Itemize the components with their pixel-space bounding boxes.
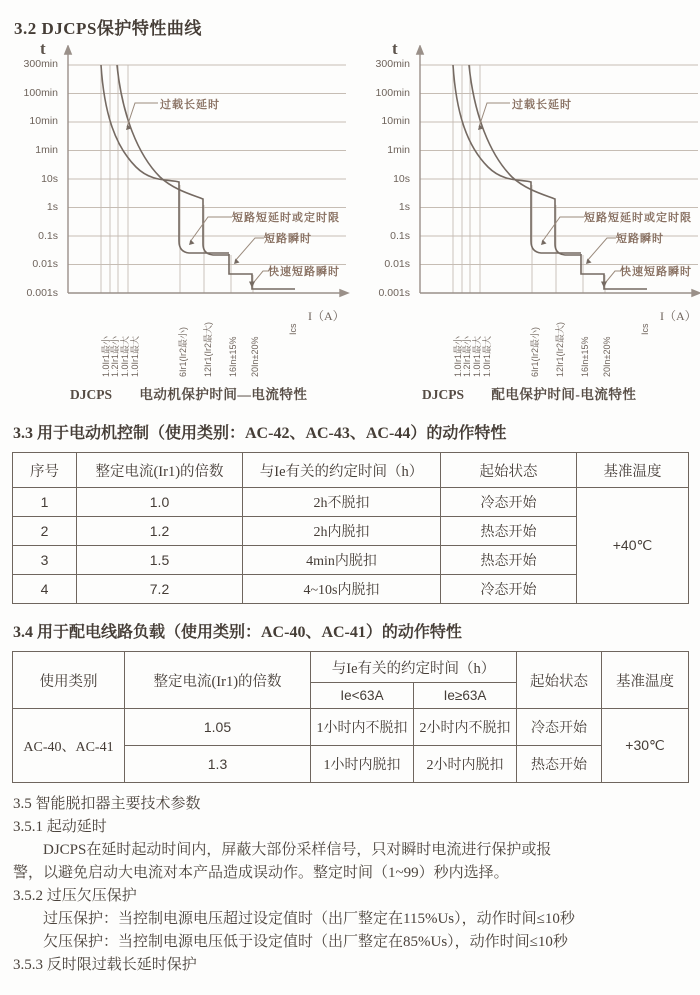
paragraph-line: 过压保护：当控制电源电压超过设定值时（出厂整定在115%Us），动作时间≤10秒 [43, 911, 575, 927]
y-tick-label: 10s [41, 172, 58, 185]
x-tick-label: 1.0Ir1最大 [120, 335, 130, 377]
curve-annotation: 短路短延时或定时限 [584, 212, 692, 224]
curve-annotation: 短路瞬时 [264, 233, 312, 245]
col-header: 整定电流(Ir1)的倍数 [125, 652, 311, 709]
cell-start-state: 冷态开始 [441, 488, 577, 517]
cell-start-state: 冷态开始 [517, 709, 602, 746]
cell-time: 2h内脱扣 [243, 517, 441, 546]
x-tick-labels [62, 305, 348, 381]
charts-row [10, 39, 700, 405]
x-tick-label: 1.0Ir1最大 [482, 335, 492, 377]
col-header: 基准温度 [602, 652, 689, 709]
x-tick-label-ics: Ics [640, 323, 650, 335]
cell-time-lt63: 1小时内不脱扣 [311, 709, 414, 746]
x-tick-label: 16In±15% [580, 336, 590, 377]
paragraph-line: DJCPS在延时起动时间内，屏蔽大部份采样信号，只对瞬时电流进行保护或报 [43, 842, 552, 858]
y-tick-label: 0.001s [26, 287, 58, 299]
chart-caption-title: 电动机保护时间—电流特性 [139, 387, 308, 402]
curve-annotation: 短路瞬时 [616, 233, 664, 245]
cell-multiple: 7.2 [77, 575, 243, 604]
y-tick-labels [362, 59, 410, 299]
cell-multiple: 1.5 [77, 546, 243, 575]
col-subheader: Ie<63A [311, 683, 414, 709]
col-header: 整定电流(Ir1)的倍数 [77, 453, 243, 488]
table-header-row [13, 453, 689, 488]
cell-start-state: 热态开始 [441, 517, 577, 546]
y-tick-label: 0.01s [32, 258, 58, 271]
section-3-4-title: 3.4 用于配电线路负载（使用类别：AC-40、AC-41）的动作特性 [13, 624, 462, 641]
cell-index: 4 [13, 575, 77, 604]
x-tick-label: 1.2Ir1最小 [462, 335, 472, 377]
y-tick-label: 10min [381, 115, 410, 128]
col-header: 与Ie有关的约定时间（h） [243, 453, 441, 488]
curve-annotation: 短路短延时或定时限 [232, 212, 340, 224]
y-tick-label: 0.1s [390, 229, 410, 242]
x-tick-label: 6Ir1(Ir2最小) [178, 326, 188, 377]
section-3-2-title: 3.2 DJCPS保护特性曲线 [14, 19, 202, 38]
document-page [0, 14, 700, 995]
y-tick-label: 0.001s [378, 287, 410, 299]
y-tick-label: 100min [375, 86, 410, 99]
x-axis-title: I（A） [308, 309, 345, 323]
x-tick-label: 12Ir1(Ir2最大) [555, 321, 565, 377]
y-tick-label: 0.1s [38, 229, 58, 242]
paragraph-line: 警，以避免启动大电流对本产品造成误动作。整定时间（1~99）秒内选择。 [13, 865, 509, 881]
col-subheader: Ie≥63A [414, 683, 517, 709]
x-tick-label: 20In±20% [250, 336, 260, 377]
cell-multiple: 1.0 [77, 488, 243, 517]
cell-usage-category: AC-40、AC-41 [13, 709, 125, 783]
x-tick-label: 12Ir1(Ir2最大) [203, 321, 213, 377]
y-tick-label: 10s [393, 172, 410, 185]
curve-annotation: 快速短路瞬时 [620, 266, 692, 278]
y-tick-label: 10min [29, 115, 58, 128]
cell-time: 4~10s内脱扣 [243, 575, 441, 604]
y-tick-labels [10, 59, 58, 299]
chart-caption-model: DJCPS [70, 387, 113, 402]
x-tick-labels [414, 305, 700, 381]
x-tick-label-ics: Ics [288, 323, 298, 335]
y-axis-title: t [40, 39, 46, 58]
y-axis-title: t [392, 39, 398, 58]
motor-control-table [12, 452, 689, 604]
y-tick-label: 1min [35, 143, 58, 156]
section-3-5-3-title: 3.5.3 反时限过载长延时保护 [13, 957, 197, 973]
cell-time-ge63: 2小时内脱扣 [414, 746, 517, 783]
x-tick-label: 1.0Ir1最大 [472, 335, 482, 377]
y-tick-label: 300min [23, 58, 58, 70]
x-tick-label: 1.0Ir1最小 [101, 335, 111, 377]
col-header: 使用类别 [13, 652, 125, 709]
cell-multiple: 1.3 [125, 746, 311, 783]
y-tick-label: 1s [46, 201, 58, 214]
x-tick-label: 1.0Ir1最小 [453, 335, 463, 377]
x-tick-label: 6Ir1(Ir2最小) [530, 326, 540, 377]
curve-annotation: 过载长延时 [160, 99, 220, 111]
cell-start-state: 热态开始 [441, 546, 577, 575]
motor-protection-chart [10, 39, 348, 405]
col-header: 起始状态 [517, 652, 602, 709]
col-header: 序号 [13, 453, 77, 488]
y-tick-label: 100min [23, 86, 58, 99]
chart-caption [10, 383, 348, 403]
cell-index: 3 [13, 546, 77, 575]
cell-multiple: 1.05 [125, 709, 311, 746]
table-row [13, 488, 689, 517]
chart-caption-model: DJCPS [422, 387, 465, 402]
section-3-5-title: 3.5 智能脱扣器主要技术参数 [13, 796, 201, 812]
cell-ref-temp: +30℃ [602, 709, 689, 783]
section-3-3-title: 3.3 用于电动机控制（使用类别：AC-42、AC-43、AC-44）的动作特性 [13, 425, 507, 442]
section-3-5-1-title: 3.5.1 起动延时 [13, 819, 107, 835]
col-header: 起始状态 [441, 453, 577, 488]
table-row [13, 709, 689, 746]
cell-time: 4min内脱扣 [243, 546, 441, 575]
col-header-group: 与Ie有关的约定时间（h） [311, 652, 517, 683]
distribution-load-table [12, 651, 689, 783]
x-tick-label: 20In±20% [602, 336, 612, 377]
x-tick-label: 1.2Ir1最小 [110, 335, 120, 377]
col-header: 基准温度 [577, 453, 689, 488]
x-tick-label: 16In±15% [228, 336, 238, 377]
x-axis-title: I（A） [660, 309, 697, 323]
section-3-5-2-title: 3.5.2 过压欠压保护 [13, 888, 137, 904]
cell-index: 2 [13, 517, 77, 546]
cell-index: 1 [13, 488, 77, 517]
cell-multiple: 1.2 [77, 517, 243, 546]
x-tick-label: 1.0Ir1最大 [130, 335, 140, 377]
curve-annotation: 快速短路瞬时 [268, 266, 340, 278]
distribution-protection-chart [362, 39, 700, 405]
paragraph-line: 欠压保护：当控制电源电压低于设定值时（出厂整定在85%Us），动作时间≤10秒 [43, 934, 568, 950]
y-tick-label: 300min [375, 58, 410, 70]
cell-time: 2h不脱扣 [243, 488, 441, 517]
chart-caption [362, 383, 700, 403]
cell-start-state: 冷态开始 [441, 575, 577, 604]
chart-caption-title: 配电保护时间-电流特性 [491, 387, 637, 402]
cell-time-ge63: 2小时内不脱扣 [414, 709, 517, 746]
cell-ref-temp: +40℃ [577, 488, 689, 604]
cell-start-state: 热态开始 [517, 746, 602, 783]
cell-time-lt63: 1小时内脱扣 [311, 746, 414, 783]
y-tick-label: 1min [387, 143, 410, 156]
y-tick-label: 1s [398, 201, 410, 214]
table-header-row [13, 652, 689, 683]
curve-annotation: 过载长延时 [512, 99, 572, 111]
y-tick-label: 0.01s [384, 258, 410, 271]
